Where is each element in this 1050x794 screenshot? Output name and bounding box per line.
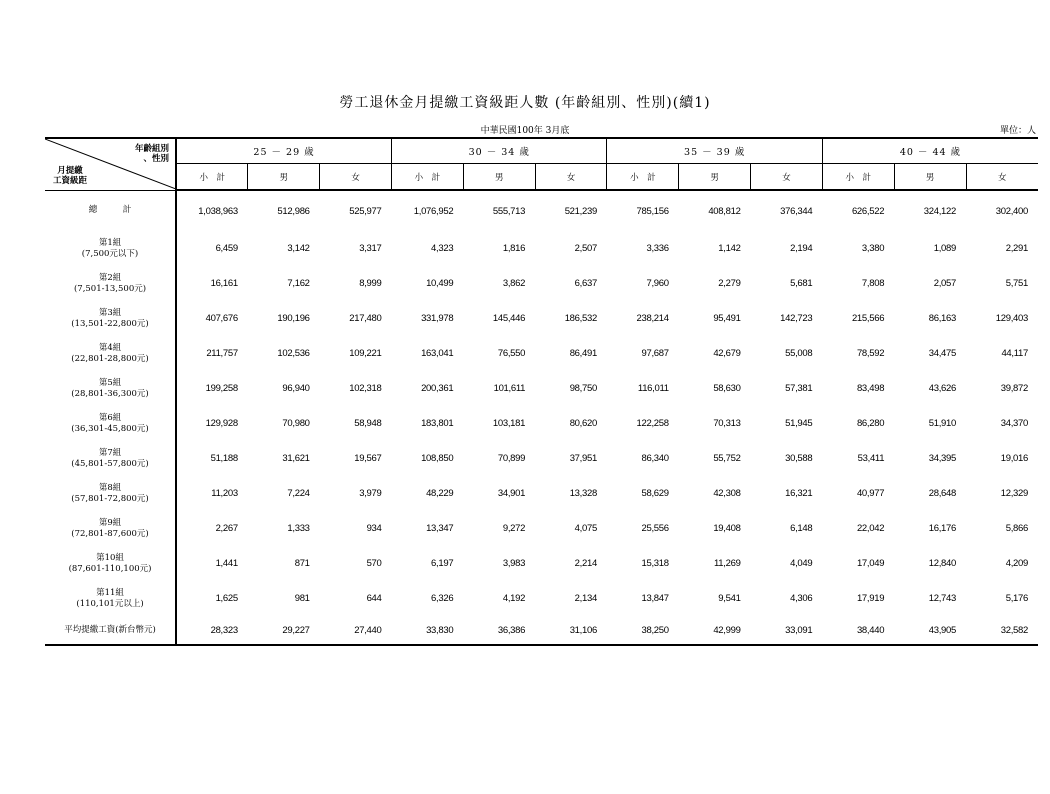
value-cell: 4,049 <box>790 558 813 569</box>
row-label: 第4組 (22,801-28,800元) <box>45 336 176 371</box>
sub-header-female: 女 <box>320 164 392 191</box>
value-cell: 78,592 <box>856 348 885 359</box>
value-cell: 190,196 <box>277 313 310 324</box>
value-cell: 25,556 <box>641 523 669 534</box>
value-cell: 1,089 <box>933 243 957 254</box>
value-cell: 644 <box>366 593 382 604</box>
value-cell: 40,977 <box>856 488 885 499</box>
value-cell: 42,308 <box>713 488 741 499</box>
age-group-header: 35 － 39 歲 <box>607 138 822 164</box>
value-cell: 33,830 <box>392 616 464 645</box>
value-cell: 19,016 <box>1000 453 1028 464</box>
value-cell: 324,122 <box>923 205 957 217</box>
value-cell: 70,313 <box>713 418 741 429</box>
value-cell: 43,626 <box>928 383 957 394</box>
row-label: 總 計 <box>45 190 176 231</box>
value-cell: 4,306 <box>790 593 813 604</box>
value-cell: 31,621 <box>282 453 310 464</box>
value-cell: 1,441 <box>215 558 238 569</box>
row-label: 第8組 (57,801-72,800元) <box>45 476 176 511</box>
value-cell: 116,011 <box>637 383 669 394</box>
value-cell: 129,928 <box>205 418 238 429</box>
value-cell: 102,536 <box>277 348 310 359</box>
value-cell: 238,214 <box>636 313 669 324</box>
value-cell: 13,347 <box>426 523 454 534</box>
value-cell: 4,192 <box>502 593 526 604</box>
value-cell: 570 <box>366 558 382 569</box>
value-cell: 95,491 <box>713 313 741 324</box>
value-cell: 44,117 <box>1001 348 1028 359</box>
value-cell: 7,960 <box>646 278 669 289</box>
value-cell: 17,049 <box>856 558 885 569</box>
value-cell: 1,333 <box>287 523 310 534</box>
value-cell: 7,224 <box>287 488 310 499</box>
value-cell: 80,620 <box>569 418 597 429</box>
sub-header-male: 男 <box>248 164 320 191</box>
value-cell: 55,008 <box>785 348 813 359</box>
value-cell: 4,323 <box>431 243 454 254</box>
value-cell: 34,395 <box>928 453 957 464</box>
value-cell: 101,611 <box>493 383 526 394</box>
value-cell: 2,507 <box>574 243 597 254</box>
value-cell: 9,541 <box>718 593 741 604</box>
value-cell: 13,328 <box>569 488 597 499</box>
sub-header-female: 女 <box>535 164 607 191</box>
sub-header-subtotal: 小 計 <box>392 164 464 191</box>
value-cell: 103,181 <box>492 418 526 429</box>
value-cell: 2,214 <box>574 558 597 569</box>
value-cell: 83,498 <box>856 383 885 394</box>
value-cell: 3,983 <box>502 558 526 569</box>
value-cell: 2,194 <box>790 243 813 254</box>
value-cell: 16,321 <box>785 488 813 499</box>
value-cell: 28,648 <box>928 488 957 499</box>
age-group-header: 25 － 29 歲 <box>176 138 391 164</box>
sub-header-male: 男 <box>463 164 535 191</box>
value-cell: 22,042 <box>856 523 885 534</box>
value-cell: 5,681 <box>790 278 813 289</box>
value-cell: 51,945 <box>785 418 813 429</box>
value-cell: 34,901 <box>497 488 526 499</box>
value-cell: 76,550 <box>497 348 526 359</box>
value-cell: 376,344 <box>780 205 813 217</box>
unit-label: 單位：人 <box>999 126 1036 136</box>
value-cell: 97,687 <box>641 348 669 359</box>
value-cell: 1,142 <box>718 243 741 254</box>
value-cell: 108,850 <box>421 453 454 464</box>
value-cell: 86,280 <box>856 418 885 429</box>
row-label: 第2組 (7,501-13,500元) <box>45 266 176 301</box>
row-label: 第1組 (7,500元以下) <box>45 231 176 266</box>
value-cell: 30,588 <box>785 453 813 464</box>
value-cell: 2,057 <box>933 278 957 289</box>
value-cell: 981 <box>294 593 310 604</box>
value-cell: 19,567 <box>354 453 382 464</box>
value-cell: 11,269 <box>714 558 741 569</box>
value-cell: 1,816 <box>502 243 526 254</box>
value-cell: 86,491 <box>569 348 597 359</box>
sub-header-male: 男 <box>679 164 751 191</box>
value-cell: 43,905 <box>894 616 966 645</box>
table-row <box>45 336 1038 371</box>
table-row <box>45 581 1038 616</box>
table-row <box>45 231 1038 266</box>
value-cell: 525,977 <box>349 205 382 217</box>
value-cell: 57,381 <box>785 383 813 394</box>
value-cell: 10,499 <box>426 278 454 289</box>
value-cell: 626,522 <box>851 205 885 217</box>
value-cell: 109,221 <box>349 348 382 359</box>
age-group-header: 40 － 44 歲 <box>822 138 1038 164</box>
row-label: 第9組 (72,801-87,600元) <box>45 511 176 546</box>
value-cell: 12,743 <box>928 593 957 604</box>
value-cell: 6,197 <box>431 558 454 569</box>
table-row <box>45 546 1038 581</box>
sub-header-subtotal: 小 計 <box>822 164 894 191</box>
value-cell: 145,446 <box>492 313 526 324</box>
report-title: 勞工退休金月提繳工資級距人數 (年齡組別、性別)(續1) <box>339 95 711 111</box>
sub-header-subtotal: 小 計 <box>176 164 248 191</box>
value-cell: 12,329 <box>1000 488 1028 499</box>
value-cell: 37,951 <box>569 453 597 464</box>
value-cell: 129,403 <box>995 313 1028 324</box>
value-cell: 12,840 <box>928 558 957 569</box>
sub-header-female: 女 <box>966 164 1038 191</box>
value-cell: 42,679 <box>713 348 741 359</box>
value-cell: 2,279 <box>718 278 741 289</box>
value-cell: 16,176 <box>928 523 957 534</box>
value-cell: 96,940 <box>282 383 310 394</box>
value-cell: 11,203 <box>211 488 238 499</box>
row-label: 第7組 (45,801-57,800元) <box>45 441 176 476</box>
value-cell: 555,713 <box>492 205 526 217</box>
sub-header-female: 女 <box>751 164 823 191</box>
value-cell: 6,637 <box>574 278 597 289</box>
value-cell: 4,209 <box>1005 558 1028 569</box>
value-cell: 3,979 <box>359 488 382 499</box>
value-cell: 55,752 <box>713 453 741 464</box>
value-cell: 407,676 <box>205 313 238 324</box>
value-cell: 3,142 <box>287 243 310 254</box>
report-date: 中華民國100年 3月底 <box>480 126 570 136</box>
value-cell: 13,847 <box>641 593 669 604</box>
value-cell: 19,408 <box>713 523 741 534</box>
value-cell: 86,163 <box>928 313 957 324</box>
value-cell: 331,978 <box>421 313 454 324</box>
value-cell: 408,812 <box>708 205 741 217</box>
value-cell: 31,106 <box>535 616 607 645</box>
value-cell: 86,340 <box>641 453 669 464</box>
value-cell: 2,134 <box>574 593 597 604</box>
value-cell: 3,862 <box>502 278 526 289</box>
value-cell: 38,440 <box>822 616 894 645</box>
table-row <box>45 371 1038 406</box>
value-cell: 3,380 <box>861 243 885 254</box>
value-cell: 102,318 <box>349 383 382 394</box>
age-group-header: 30 － 34 歲 <box>392 138 607 164</box>
value-cell: 5,751 <box>1005 278 1028 289</box>
value-cell: 215,566 <box>851 313 885 324</box>
value-cell: 34,475 <box>928 348 957 359</box>
value-cell: 3,336 <box>646 243 669 254</box>
value-cell: 302,400 <box>995 205 1028 217</box>
value-cell: 48,229 <box>426 488 454 499</box>
value-cell: 1,625 <box>215 593 238 604</box>
table-row <box>45 441 1038 476</box>
value-cell: 3,317 <box>359 243 382 254</box>
value-cell: 199,258 <box>205 383 238 394</box>
value-cell: 33,091 <box>751 616 823 645</box>
value-cell: 871 <box>294 558 310 569</box>
value-cell: 38,250 <box>607 616 679 645</box>
statistics-table <box>45 137 1038 646</box>
value-cell: 4,075 <box>574 523 597 534</box>
value-cell: 1,038,963 <box>198 205 238 217</box>
table-row <box>45 511 1038 546</box>
table-row <box>45 266 1038 301</box>
value-cell: 2,267 <box>215 523 238 534</box>
value-cell: 8,999 <box>359 278 382 289</box>
value-cell: 5,176 <box>1005 593 1028 604</box>
value-cell: 142,723 <box>780 313 813 324</box>
value-cell: 98,750 <box>569 383 597 394</box>
value-cell: 42,999 <box>679 616 751 645</box>
value-cell: 2,291 <box>1005 243 1028 254</box>
value-cell: 15,318 <box>641 558 669 569</box>
value-cell: 7,808 <box>861 278 885 289</box>
value-cell: 6,148 <box>790 523 813 534</box>
table-row <box>45 301 1038 336</box>
row-label: 平均提繳工資(新台幣元) <box>45 616 176 645</box>
average-row <box>45 616 1038 645</box>
value-cell: 29,227 <box>248 616 320 645</box>
value-cell: 6,459 <box>215 243 238 254</box>
row-label: 第11組 (110,101元以上) <box>45 581 176 616</box>
value-cell: 785,156 <box>636 205 669 217</box>
value-cell: 36,386 <box>463 616 535 645</box>
sub-header-male: 男 <box>894 164 966 191</box>
row-label: 第3組 (13,501-22,800元) <box>45 301 176 336</box>
value-cell: 512,986 <box>277 205 310 217</box>
sub-header-subtotal: 小 計 <box>607 164 679 191</box>
value-cell: 16,161 <box>210 278 238 289</box>
value-cell: 58,948 <box>354 418 382 429</box>
value-cell: 34,370 <box>1000 418 1028 429</box>
value-cell: 53,411 <box>857 453 885 464</box>
value-cell: 200,361 <box>421 383 454 394</box>
row-label: 第10組 (87,601-110,100元) <box>45 546 176 581</box>
value-cell: 183,801 <box>421 418 454 429</box>
row-label: 第5組 (28,801-36,300元) <box>45 371 176 406</box>
value-cell: 1,076,952 <box>413 205 454 217</box>
table-row <box>45 476 1038 511</box>
row-label: 第6組 (36,301-45,800元) <box>45 406 176 441</box>
value-cell: 17,919 <box>856 593 885 604</box>
value-cell: 39,872 <box>1000 383 1028 394</box>
value-cell: 28,323 <box>176 616 248 645</box>
value-cell: 6,326 <box>431 593 454 604</box>
value-cell: 32,582 <box>966 616 1038 645</box>
value-cell: 217,480 <box>349 313 382 324</box>
value-cell: 70,899 <box>497 453 526 464</box>
value-cell: 9,272 <box>502 523 526 534</box>
value-cell: 7,162 <box>287 278 310 289</box>
total-row <box>45 190 1038 231</box>
value-cell: 186,532 <box>564 313 597 324</box>
corner-bottom-label: 月提繳 工資級距 <box>53 165 88 186</box>
value-cell: 521,239 <box>564 205 597 217</box>
value-cell: 163,041 <box>421 348 454 359</box>
table-row <box>45 406 1038 441</box>
value-cell: 58,630 <box>713 383 741 394</box>
value-cell: 70,980 <box>282 418 310 429</box>
value-cell: 211,757 <box>206 348 238 359</box>
value-cell: 51,188 <box>210 453 238 464</box>
corner-top-label: 年齡組別 、性別 <box>135 144 170 164</box>
value-cell: 934 <box>366 523 382 534</box>
value-cell: 51,910 <box>928 418 957 429</box>
value-cell: 5,866 <box>1005 523 1028 534</box>
value-cell: 122,258 <box>636 418 669 429</box>
value-cell: 27,440 <box>320 616 392 645</box>
value-cell: 58,629 <box>641 488 669 499</box>
corner-header <box>45 138 176 190</box>
